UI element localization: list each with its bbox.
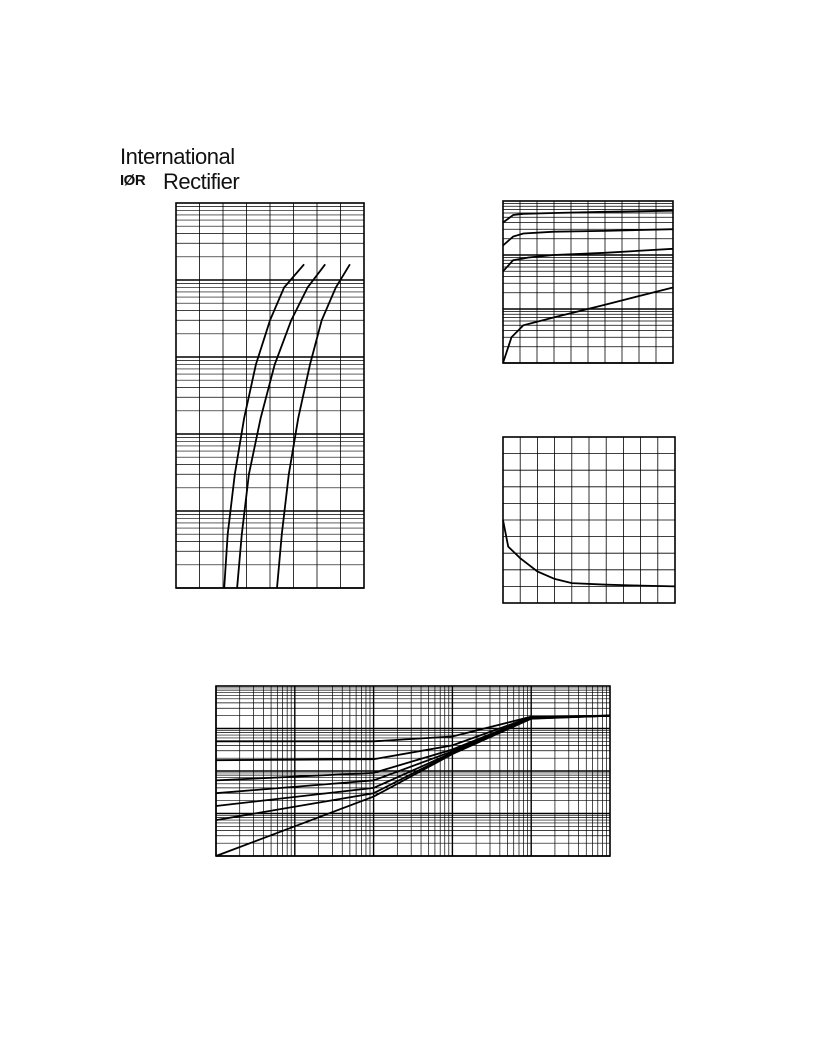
ior-logo-mark: IØR xyxy=(120,172,146,189)
company-name-line1: International xyxy=(120,144,235,169)
chart-top-right xyxy=(503,201,673,363)
company-name-line2: Rectifier xyxy=(163,169,240,194)
series-line-3 xyxy=(277,264,350,588)
series-line-6 xyxy=(216,716,610,820)
company-logo xyxy=(120,144,250,194)
chart-bottom-right xyxy=(503,437,675,603)
series-line-4 xyxy=(216,716,610,794)
chart-bottom xyxy=(216,686,610,856)
series-line-1 xyxy=(224,264,304,588)
chart-left xyxy=(176,203,364,588)
series-line-7 xyxy=(216,716,610,856)
